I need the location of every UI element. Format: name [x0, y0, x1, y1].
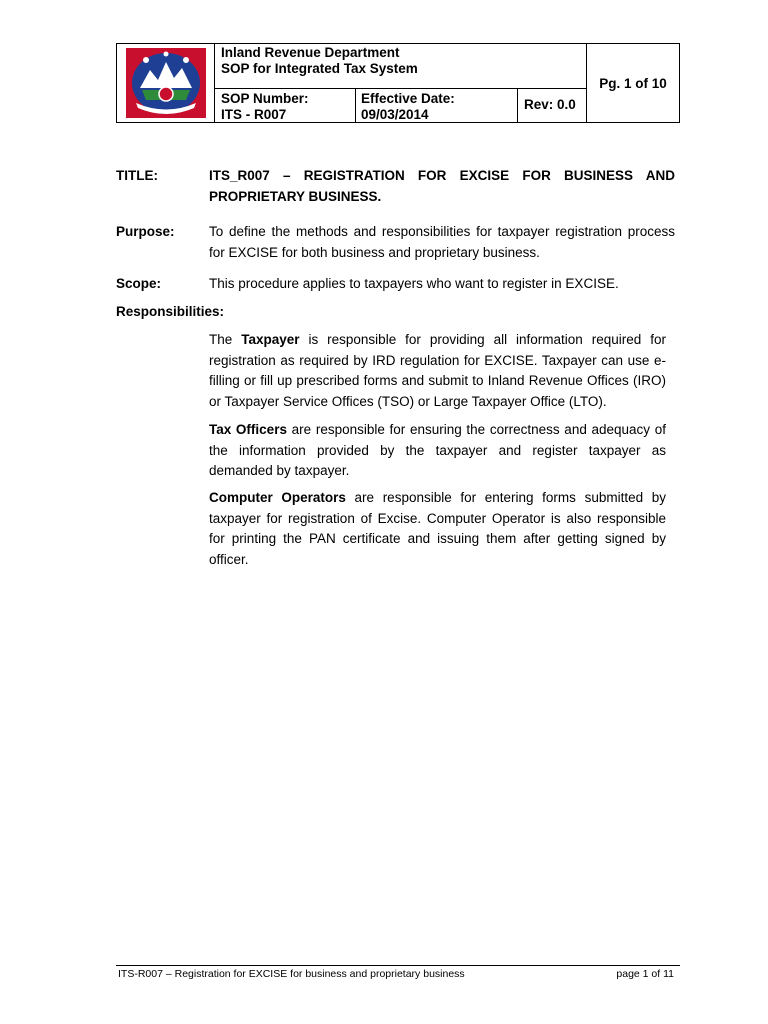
sop-number-cell: [215, 89, 356, 122]
document-header-table: [116, 43, 680, 123]
footer-divider: [116, 965, 680, 966]
page-number: Pg. 1 of 10: [599, 76, 667, 91]
computer-operators-term: Computer Operators: [209, 490, 346, 505]
effective-date-cell: [356, 89, 518, 122]
effective-date-value: 09/03/2014: [361, 107, 429, 122]
purpose-value: To define the methods and responsibilities for taxpayer registration process for EXCISE for both business and proprietary business.: [209, 224, 675, 260]
taxpayer-text: is responsible for providing all information required for registration as required by IRD regulation for EXCISE. Taxpayer can use e-filling or fill up prescribed forms and submit to Inland Revenue Offices (IRO) or Taxpayer Service Offices (TSO) or Large Taxpayer Office (LTO).: [209, 332, 666, 409]
effective-date-label: Effective Date:: [361, 91, 455, 106]
tax-officers-text: are responsible for ensuring the correctness and adequacy of the information provided by the taxpayer and register taxpayer as demanded by taxpayer.: [209, 422, 666, 478]
title-label: TITLE:: [116, 168, 158, 183]
scope-label: Scope:: [116, 276, 162, 291]
tax-officers-term: Tax Officers: [209, 422, 287, 437]
department-name: Inland Revenue Department: [221, 45, 400, 60]
footer-document-title: ITS-R007 – Registration for EXCISE for business and proprietary business: [118, 968, 465, 980]
responsibilities-label: Responsibilities:: [116, 304, 225, 319]
scope-value: This procedure applies to taxpayers who want to register in EXCISE.: [209, 276, 619, 291]
purpose-label: Purpose:: [116, 224, 175, 239]
title-value: ITS_R007 – REGISTRATION FOR EXCISE FOR BUSINESS AND PROPRIETARY BUSINESS.: [209, 168, 675, 204]
taxpayer-term: Taxpayer: [241, 332, 300, 347]
logo-cell: [117, 44, 215, 122]
nepal-emblem-icon: [126, 48, 206, 118]
sop-number-label: SOP Number:: [221, 91, 309, 106]
computer-operators-paragraph: [209, 488, 666, 570]
footer-page-number: page 1 of 11: [616, 968, 674, 980]
system-name: SOP for Integrated Tax System: [221, 61, 418, 76]
tax-officers-paragraph: [209, 420, 666, 482]
taxpayer-prefix: The: [209, 332, 242, 347]
computer-operators-text: are responsible for entering forms submitted by taxpayer for registration of Excise. Computer Operator is also responsible for printing the PAN certificate and issuing them after getting signed by officer.: [209, 490, 666, 567]
department-cell: [215, 44, 587, 89]
taxpayer-paragraph: [209, 330, 666, 412]
revision: Rev: 0.0: [518, 89, 587, 122]
sop-number-value: ITS - R007: [221, 107, 287, 122]
